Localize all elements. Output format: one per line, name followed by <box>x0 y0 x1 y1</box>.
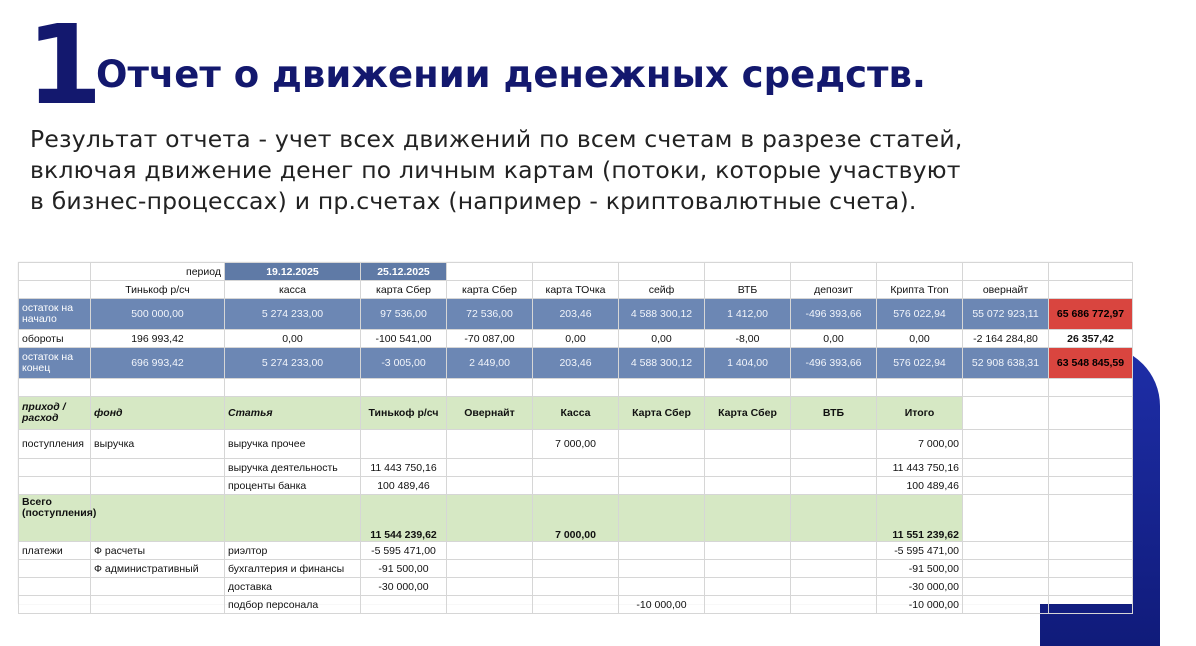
table-cell: 203,46 <box>533 299 619 330</box>
column-header: Статья <box>225 397 361 430</box>
balance-row-closing <box>19 348 1133 379</box>
table-cell: 0,00 <box>619 330 705 348</box>
account-header: карта Сбер <box>361 281 447 299</box>
table-cell <box>361 430 447 459</box>
table-cell <box>91 477 225 495</box>
table-cell: 7 000,00 <box>877 430 963 459</box>
account-header: ВТБ <box>705 281 791 299</box>
table-cell: Ф расчеты <box>91 542 225 560</box>
table-cell: 1 404,00 <box>705 348 791 379</box>
page-title: Отчет о движении денежных средств. <box>96 53 926 96</box>
table-cell: 4 588 300,12 <box>619 299 705 330</box>
table-cell: 196 993,42 <box>91 330 225 348</box>
table-cell: -91 500,00 <box>361 560 447 578</box>
table-cell: 7 000,00 <box>533 430 619 459</box>
period-to: 25.12.2025 <box>361 263 447 281</box>
table-cell: выручка прочее <box>225 430 361 459</box>
table-cell <box>19 596 91 614</box>
table-cell: 55 072 923,11 <box>963 299 1049 330</box>
subtotal-tinkoff: 11 544 239,62 <box>361 495 447 542</box>
total-cell: 26 357,42 <box>1049 330 1133 348</box>
table-cell: 4 588 300,12 <box>619 348 705 379</box>
cashflow-table <box>18 262 1133 614</box>
table-row <box>19 596 1133 614</box>
table-cell: 5 274 233,00 <box>225 348 361 379</box>
table-cell: 0,00 <box>877 330 963 348</box>
subtotal-label: Всего (поступления) <box>19 495 91 542</box>
table-cell: 0,00 <box>791 330 877 348</box>
table-cell: 100 489,46 <box>877 477 963 495</box>
table-cell <box>91 578 225 596</box>
table-cell: 576 022,94 <box>877 348 963 379</box>
table-cell: -5 595 471,00 <box>361 542 447 560</box>
spreadsheet-screenshot <box>18 262 1132 611</box>
table-cell <box>91 459 225 477</box>
table-cell <box>19 578 91 596</box>
table-row <box>19 459 1133 477</box>
table-cell <box>447 459 533 477</box>
table-cell: 0,00 <box>225 330 361 348</box>
column-header: Тинькоф р/сч <box>361 397 447 430</box>
table-cell: -5 595 471,00 <box>877 542 963 560</box>
account-header: касса <box>225 281 361 299</box>
table-cell: проценты банка <box>225 477 361 495</box>
balance-row-opening <box>19 299 1133 330</box>
table-cell <box>619 560 705 578</box>
table-cell: 100 489,46 <box>361 477 447 495</box>
table-cell <box>791 430 877 459</box>
table-cell: 72 536,00 <box>447 299 533 330</box>
column-header: Итого <box>877 397 963 430</box>
table-cell: -10 000,00 <box>877 596 963 614</box>
table-cell: -2 164 284,80 <box>963 330 1049 348</box>
table-cell <box>533 477 619 495</box>
slide-description <box>30 124 1180 217</box>
table-cell <box>447 430 533 459</box>
table-cell: -30 000,00 <box>877 578 963 596</box>
table-cell: подбор персонала <box>225 596 361 614</box>
table-cell <box>619 430 705 459</box>
spacer-row <box>19 379 1133 397</box>
table-cell <box>791 477 877 495</box>
table-cell: 97 536,00 <box>361 299 447 330</box>
account-header: карта Сбер <box>447 281 533 299</box>
table-cell <box>19 459 91 477</box>
table-cell <box>619 477 705 495</box>
subtotal-total: 11 551 239,62 <box>877 495 963 542</box>
table-cell <box>533 459 619 477</box>
period-label: период <box>91 263 225 281</box>
table-cell: -91 500,00 <box>877 560 963 578</box>
period-row <box>19 263 1133 281</box>
account-header: карта ТОчка <box>533 281 619 299</box>
table-cell <box>791 459 877 477</box>
table-cell <box>91 596 225 614</box>
account-header: овернайт <box>963 281 1049 299</box>
table-cell <box>619 578 705 596</box>
table-cell: -496 393,66 <box>791 299 877 330</box>
table-row <box>19 542 1133 560</box>
accounts-header-row <box>19 281 1133 299</box>
row-label: остаток на конец <box>19 348 91 379</box>
table-cell <box>19 560 91 578</box>
total-cell: 63 548 845,59 <box>1049 348 1133 379</box>
table-cell <box>361 596 447 614</box>
table-cell: выручка деятельность <box>225 459 361 477</box>
table-cell: поступления <box>19 430 91 459</box>
table-cell: 11 443 750,16 <box>877 459 963 477</box>
table-cell: бухгалтерия и финансы <box>225 560 361 578</box>
table-cell <box>705 477 791 495</box>
account-header: Крипта Tron <box>877 281 963 299</box>
account-header: Тинькоф р/сч <box>91 281 225 299</box>
column-header: Касса <box>533 397 619 430</box>
column-header: приход / расход <box>19 397 91 430</box>
table-cell: -3 005,00 <box>361 348 447 379</box>
column-header: Карта Сбер <box>705 397 791 430</box>
period-from: 19.12.2025 <box>225 263 361 281</box>
table-cell <box>19 477 91 495</box>
table-cell: -496 393,66 <box>791 348 877 379</box>
table-cell <box>447 477 533 495</box>
table-cell: 696 993,42 <box>91 348 225 379</box>
column-header: фонд <box>91 397 225 430</box>
table-cell: 2 449,00 <box>447 348 533 379</box>
table-cell: -100 541,00 <box>361 330 447 348</box>
table-cell: -8,00 <box>705 330 791 348</box>
table-cell: 52 908 638,31 <box>963 348 1049 379</box>
account-header: сейф <box>619 281 705 299</box>
table-cell: -10 000,00 <box>619 596 705 614</box>
column-header: ВТБ <box>791 397 877 430</box>
description-line: включая движение денег по личным картам (потоки, которые участвуют <box>30 156 961 184</box>
total-cell: 65 686 772,97 <box>1049 299 1133 330</box>
table-cell: Ф административный <box>91 560 225 578</box>
table-cell: 0,00 <box>533 330 619 348</box>
balance-row-turnover <box>19 330 1133 348</box>
table-cell: 500 000,00 <box>91 299 225 330</box>
table-cell: выручка <box>91 430 225 459</box>
table-row <box>19 477 1133 495</box>
table-row <box>19 560 1133 578</box>
column-header: Карта Сбер <box>619 397 705 430</box>
table-cell <box>619 542 705 560</box>
table-cell: риэлтор <box>225 542 361 560</box>
row-label: остаток на начало <box>19 299 91 330</box>
table-row <box>19 430 1133 459</box>
slide-number: 1 <box>26 1 99 129</box>
description-line: Результат отчета - учет всех движений по всем счетам в разрезе статей, <box>30 125 963 153</box>
table-cell: -70 087,00 <box>447 330 533 348</box>
subtotal-row <box>19 495 1133 542</box>
table-cell <box>705 430 791 459</box>
table-cell: 1 412,00 <box>705 299 791 330</box>
description-line: в бизнес-процессах) и пр.счетах (например - криптовалютные счета). <box>30 187 917 215</box>
table-cell: 5 274 233,00 <box>225 299 361 330</box>
row-label: обороты <box>19 330 91 348</box>
table-cell: платежи <box>19 542 91 560</box>
table-cell: 11 443 750,16 <box>361 459 447 477</box>
detail-header-row <box>19 397 1133 430</box>
table-cell: -30 000,00 <box>361 578 447 596</box>
table-cell: 203,46 <box>533 348 619 379</box>
table-cell <box>705 459 791 477</box>
account-header: депозит <box>791 281 877 299</box>
table-cell: доставка <box>225 578 361 596</box>
table-cell: 576 022,94 <box>877 299 963 330</box>
table-row <box>19 578 1133 596</box>
subtotal-kassa: 7 000,00 <box>533 495 619 542</box>
column-header: Овернайт <box>447 397 533 430</box>
table-cell <box>619 459 705 477</box>
